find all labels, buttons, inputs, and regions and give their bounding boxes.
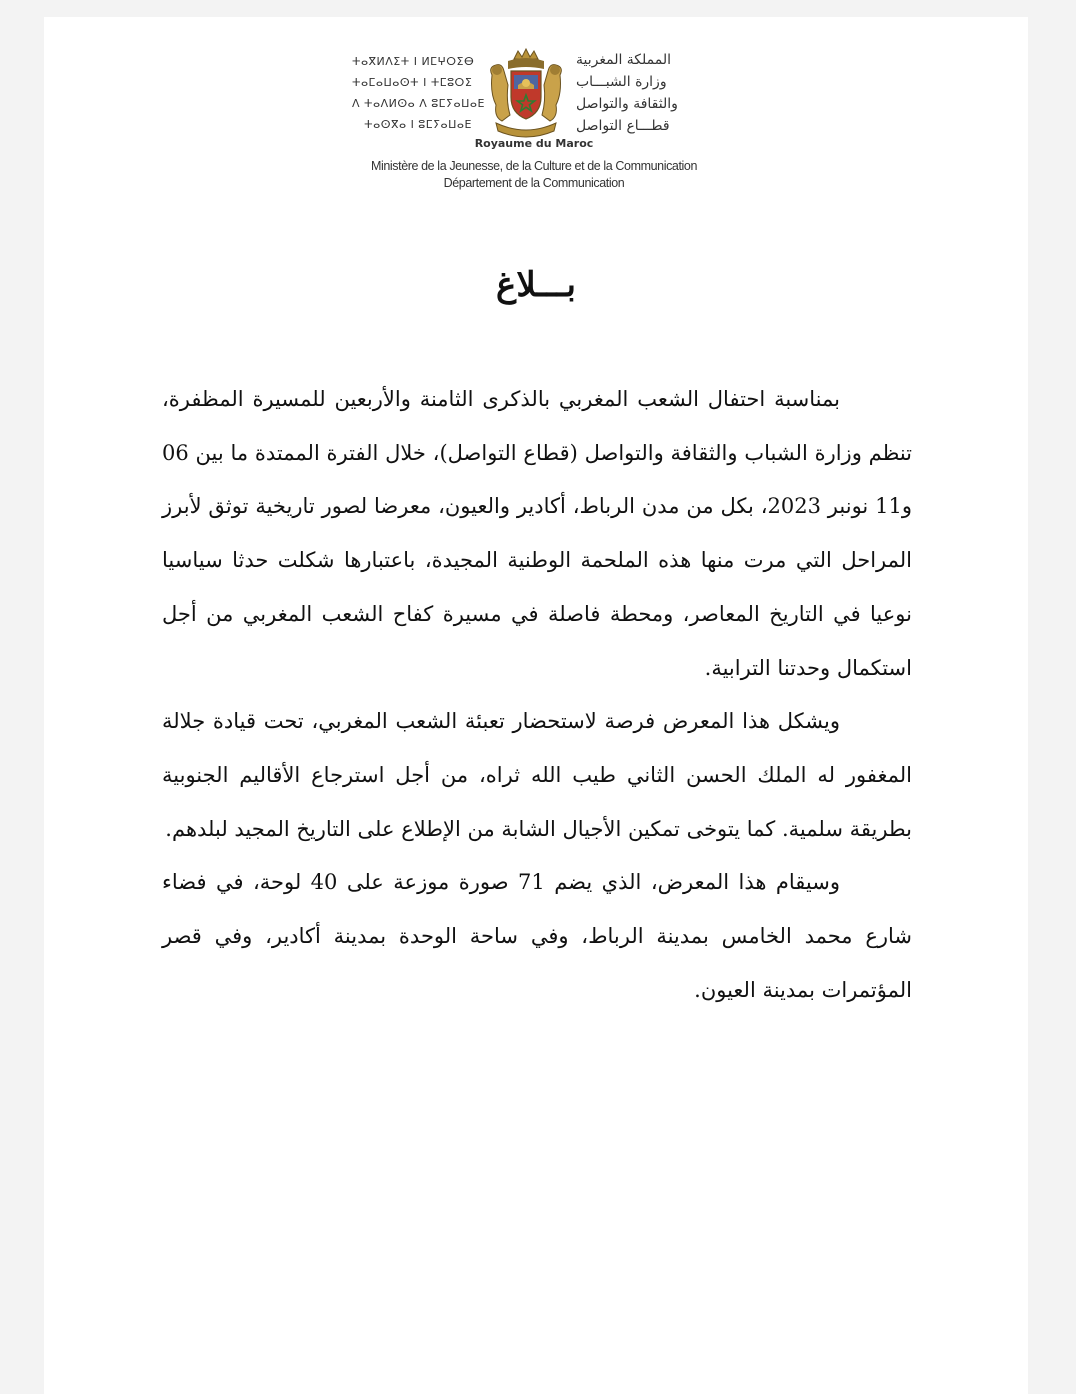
arabic-header — [576, 49, 706, 137]
arabic-header-line: المملكة المغربية — [576, 52, 672, 68]
document-page — [44, 17, 1028, 1394]
body-paragraph: ويشكل هذا المعرض فرصة لاستحضار تعبئة الشعب المغربي، تحت قيادة جلالة المغفور له الملك الحسن الثاني طيب الله ثراه، من أجل استرجاع الأقاليم الجنوبية بطريقة سلمية. كما يتوخى تمكين الأجيال الشابة من الإطلاع على التاريخ المجيد لبلدهم. — [162, 709, 912, 841]
kingdom-name: Royaume du Maroc — [474, 137, 594, 150]
body-paragraph: بمناسبة احتفال الشعب المغربي بالذكرى الثامنة والأربعين للمسيرة المظفرة، تنظم وزارة الشباب والثقافة والتواصل (قطاع التواصل)، خلال الفترة الممتدة ما بين 06 و11 نونبر 2023، بكل من مدن الرباط، أكادير والعيون، معرضا لصور تاريخية توثق لأبرز المراحل التي مرت منها هذه الملحمة الوطنية المجيدة، باعتبارها شكلت حدثا سياسيا نوعيا في التاريخ المعاصر، ومحطة فاصلة في مسيرة كفاح الشعب المغربي من أجل استكمال وحدتنا الترابية. — [162, 387, 913, 680]
arabic-header-line: والثقافة والتواصل — [576, 96, 678, 112]
document-body — [162, 373, 912, 1017]
arabic-header-line: قطـــاع التواصل — [576, 118, 670, 134]
tifinagh-line: ⵜⴰⵎⴰⵡⴰⵙⵜ ⵏ ⵜⵎⵓⵔⵉ — [352, 76, 473, 89]
document-title: بـــلاغ — [496, 265, 576, 305]
letterhead — [344, 41, 724, 221]
tifinagh-header — [352, 51, 485, 135]
coat-of-arms-icon — [478, 45, 574, 141]
arabic-header-line: وزارة الشبـــاب — [576, 74, 667, 90]
tifinagh-line: ⵜⴰⵙⴳⴰ ⵏ ⵓⵎⵢⴰⵡⴰⴹ — [364, 118, 472, 131]
tifinagh-line: ⴷ ⵜⴰⴷⵍⵙⴰ ⴷ ⵓⵎⵢⴰⵡⴰⴹ — [352, 97, 485, 110]
tifinagh-line: ⵜⴰⴳⵍⴷⵉⵜ ⵏ ⵍⵎⵖⵔⵉⴱ — [352, 55, 475, 68]
ministry-name: Ministère de la Jeunesse, de la Culture et de la Communication — [370, 159, 698, 173]
ministry-block — [344, 158, 724, 192]
department-name: Département de la Communication — [443, 176, 625, 190]
body-paragraph: وسيقام هذا المعرض، الذي يضم 71 صورة موزعة على 40 لوحة، في فضاء شارع محمد الخامس بمدينة الرباط، وفي ساحة الوحدة بمدينة أكادير، وفي قصر المؤتمرات بمدينة العيون. — [162, 870, 912, 1002]
